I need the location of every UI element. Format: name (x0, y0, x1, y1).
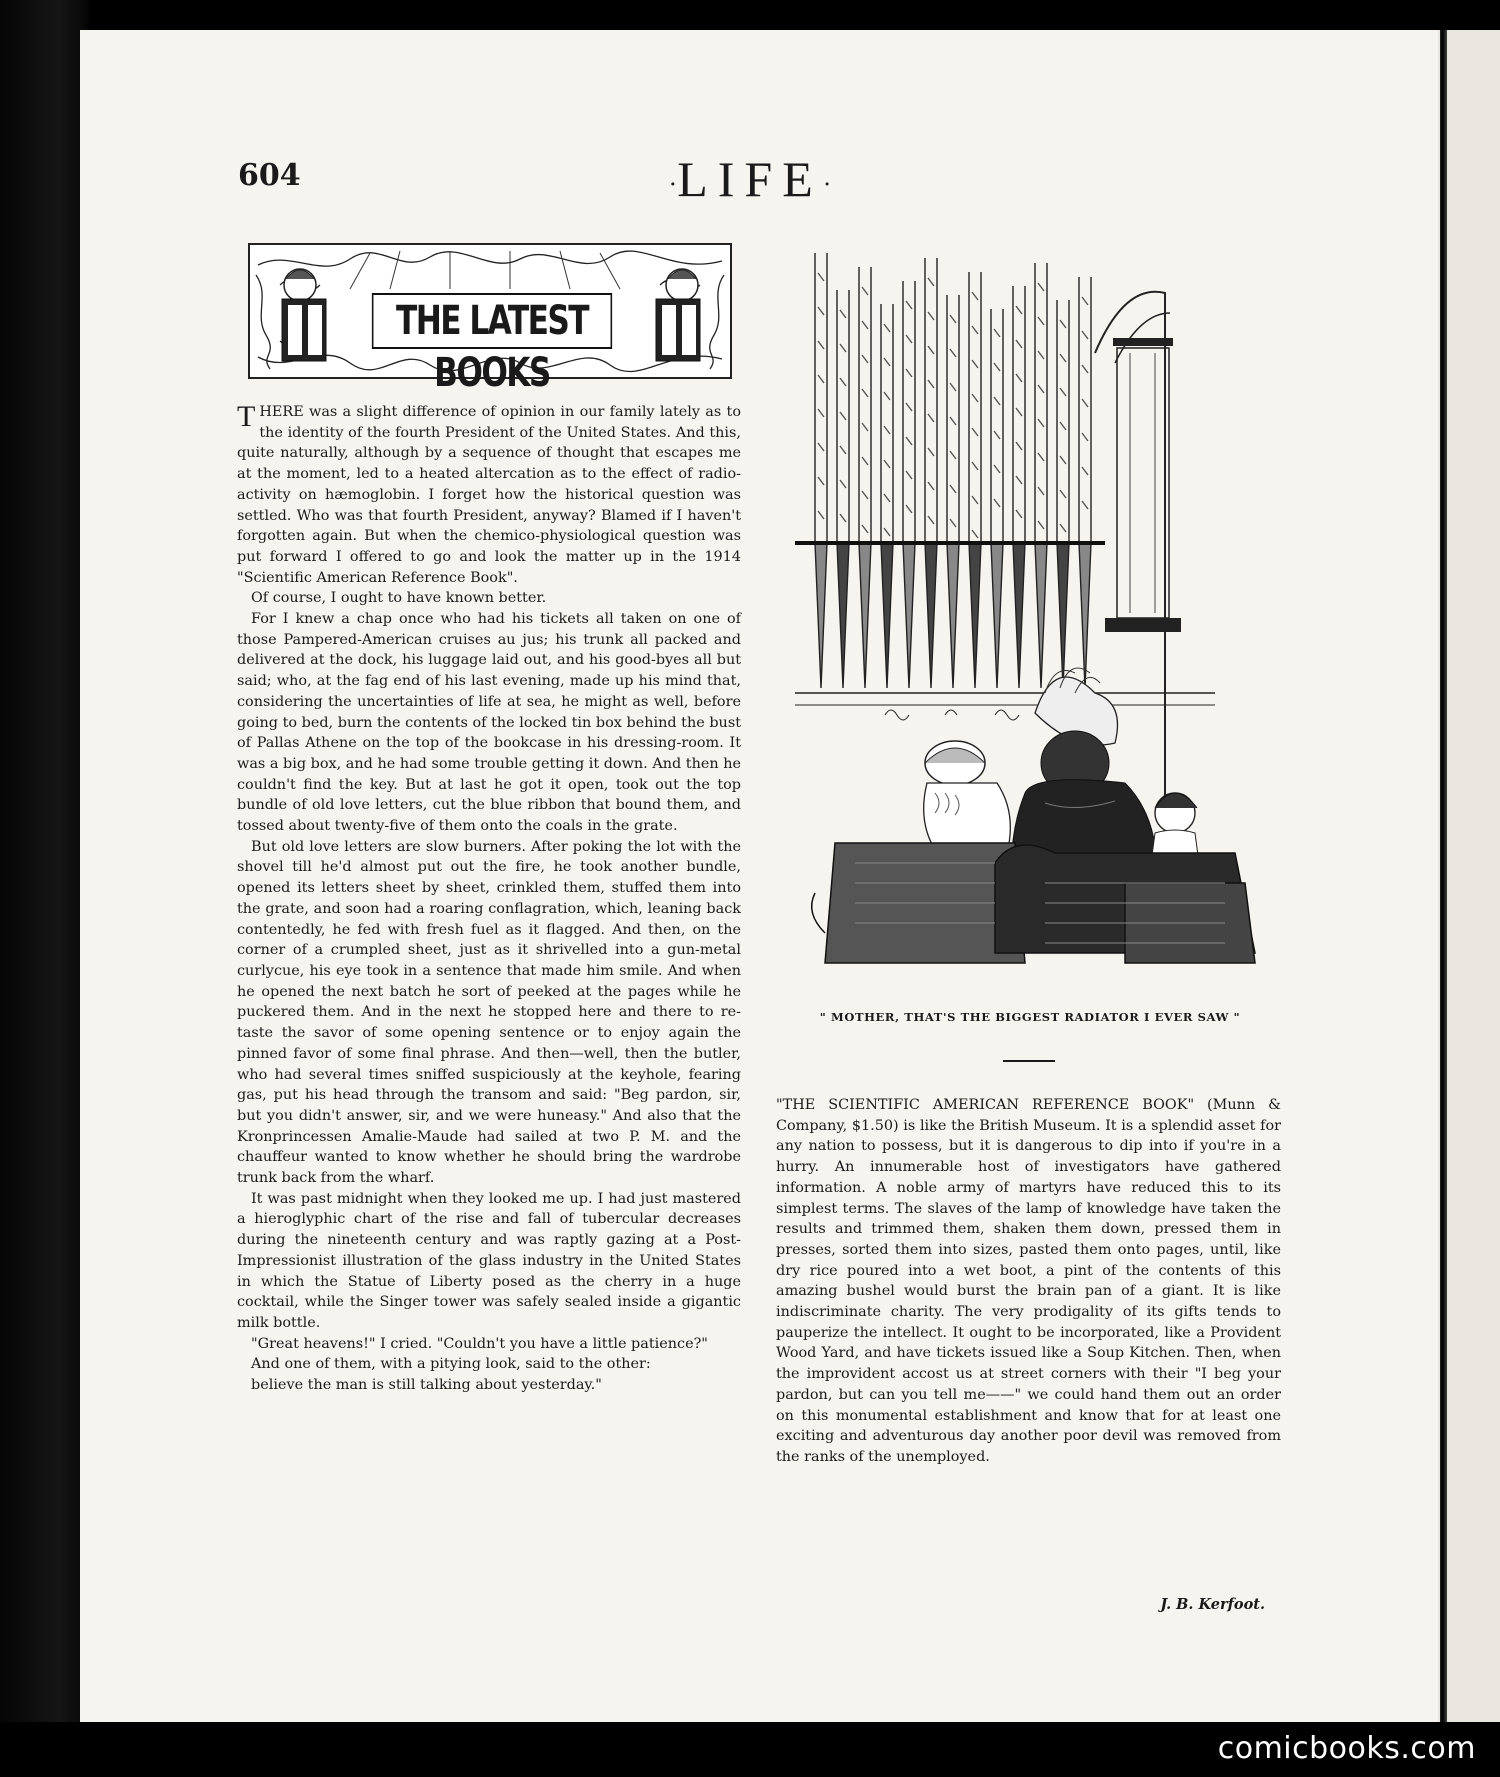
masthead-title: LIFE (677, 151, 823, 207)
drop-cap: T (237, 400, 256, 433)
article-paragraph (237, 402, 741, 588)
article-paragraph: believe the man is still talking about yesterday." (251, 1377, 602, 1394)
article-paragraph: And one of them, with a pitying look, said to the other: (251, 1356, 651, 1373)
banner-title: THE LATEST BOOKS (372, 293, 612, 349)
watermark: comicbooks.com (1217, 1731, 1476, 1766)
masthead-dot-left-icon: · (668, 169, 678, 199)
illustration-caption: " MOTHER, THAT'S THE BIGGEST RADIATOR I EVER SAW " (819, 1010, 1241, 1024)
page-gutter-shadow (1440, 30, 1447, 1722)
organ-pipes-drawing (795, 243, 1269, 965)
article-paragraph: "Great heavens!" I cried. "Couldn't you have a little patience?" (251, 1335, 708, 1352)
author-signature: J. B. Kerfoot. (1160, 1596, 1265, 1613)
facing-page-edge (1438, 30, 1500, 1722)
review-column (776, 1095, 1281, 1468)
left-reader-figure (282, 269, 326, 361)
article-paragraph: But old love letters are slow burners. After poking the lot with the shovel till he'd almost put out the fire, he took another bundle, opened its letters sheet by sheet, crinkled them, stuffed them into the grate, and soon had a roaring conflagration, which, leaning back contentedly, he fed with fresh fuel as it flagged. And then, on the corner of a crumpled sheet, just as it shrivelled into a gun-metal curlycue, his eye took in a sentence that made him smile. And when he opened the next batch he sort of peeked at the pages while he puckered them. And in the next he stopped here and there to re-taste the savor of some opening sentence or to enjoy again the pinned favor of some final phrase. And then—well, then the butler, who had several times sniffed suspiciously at the keyhole, fearing gas, put his head through the transom and said: "Beg pardon, sir, but you didn't answer, sir, and we were huneasy." And also that the Kronprincessen Amalie-Maude had sailed at two P. M. and the chauffeur wanted to know whether he should bring the wardrobe trunk back from the wharf. (237, 838, 741, 1187)
section-banner (248, 243, 732, 396)
masthead (640, 150, 860, 208)
article-paragraph: It was past midnight when they looked me up. I had just mastered a hieroglyphic chart of the rise and fall of tubercular decreases during the nineteenth century and was raptly gazing at a Post-Impressionist illustration of the glass industry in the United States in which the Statue of Liberty posed as the cherry in a huge cocktail, while the Singer tower was safely sealed inside a gigantic milk bottle. (237, 1190, 741, 1331)
page-number: 604 (238, 158, 301, 193)
article-paragraph: For I knew a chap once who had his tickets all taken on one of those Pampered-American cruises au jus; his trunk all packed and delivered at the dock, his luggage laid out, and his good-byes all but said; who, at the fag end of his last evening, made up his mind that, considering the uncertainties of life at sea, he might as well, before going to bed, burn the contents of the locked tin box behind the bust of Pallas Athene on the top of the bookcase in his dressing-room. It was a big box, and he had some trouble getting it down. And then he couldn't find the key. But at last he got it open, took out the top bundle of old love letters, cut the blue ribbon that bound them, and tossed about twenty-five of them onto the coals in the grate. (237, 611, 741, 835)
article-paragraph: Of course, I ought to have known better. (251, 590, 547, 607)
section-divider (1003, 1060, 1055, 1062)
cartoon-illustration (795, 243, 1269, 965)
masthead-dot-right-icon: · (822, 169, 832, 199)
review-paragraph: "THE SCIENTIFIC AMERICAN REFERENCE BOOK" (Munn & Company, $1.50) is like the British Museum. It is a splendid asset for any nation to possess, but it is dangerous to dip into if you're in a hurry. An innumerable host of investigators have gathered information. A noble army of martyrs have reduced this to its simplest terms. The slaves of the lamp of knowledge have taken the results and trimmed them, shaken them down, pressed them in presses, sorted them into sizes, pasted them onto pages, until, like dry rice poured into a wet boot, a pint of the contents of this amazing bushel would burst the brain pan of a giant. It is like indiscriminate charity. The very prodigality of its gifts tends to pauperize the intellect. It ought to be incorporated, like a Provident Wood Yard, and have tickets issued like a Soup Kitchen. Then, when the improvident accost us at street corners with their "I beg your pardon, but can you tell me——" we could hand them out an order on this monumental establishment and know that for at least one exciting and adventurous day another poor devil was removed from the ranks of the unemployed. (776, 1097, 1281, 1465)
article-column (237, 402, 741, 1396)
article-paragraph-text: HERE was a slight difference of opinion in our family lately as to the identity of the fourth President of the United States. And this, quite naturally, although by a sequence of thought that escapes me at the moment, led to a heated altercation as to the effect of radio-activity on hæmoglobin. I forget how the historical question was settled. Who was that fourth President, anyway? Blamed if I haven't forgotten again. But when the chemico-physiological question was put forward I offered to go and look the matter up in the 1914 "Scientific American Reference Book". (237, 404, 741, 586)
